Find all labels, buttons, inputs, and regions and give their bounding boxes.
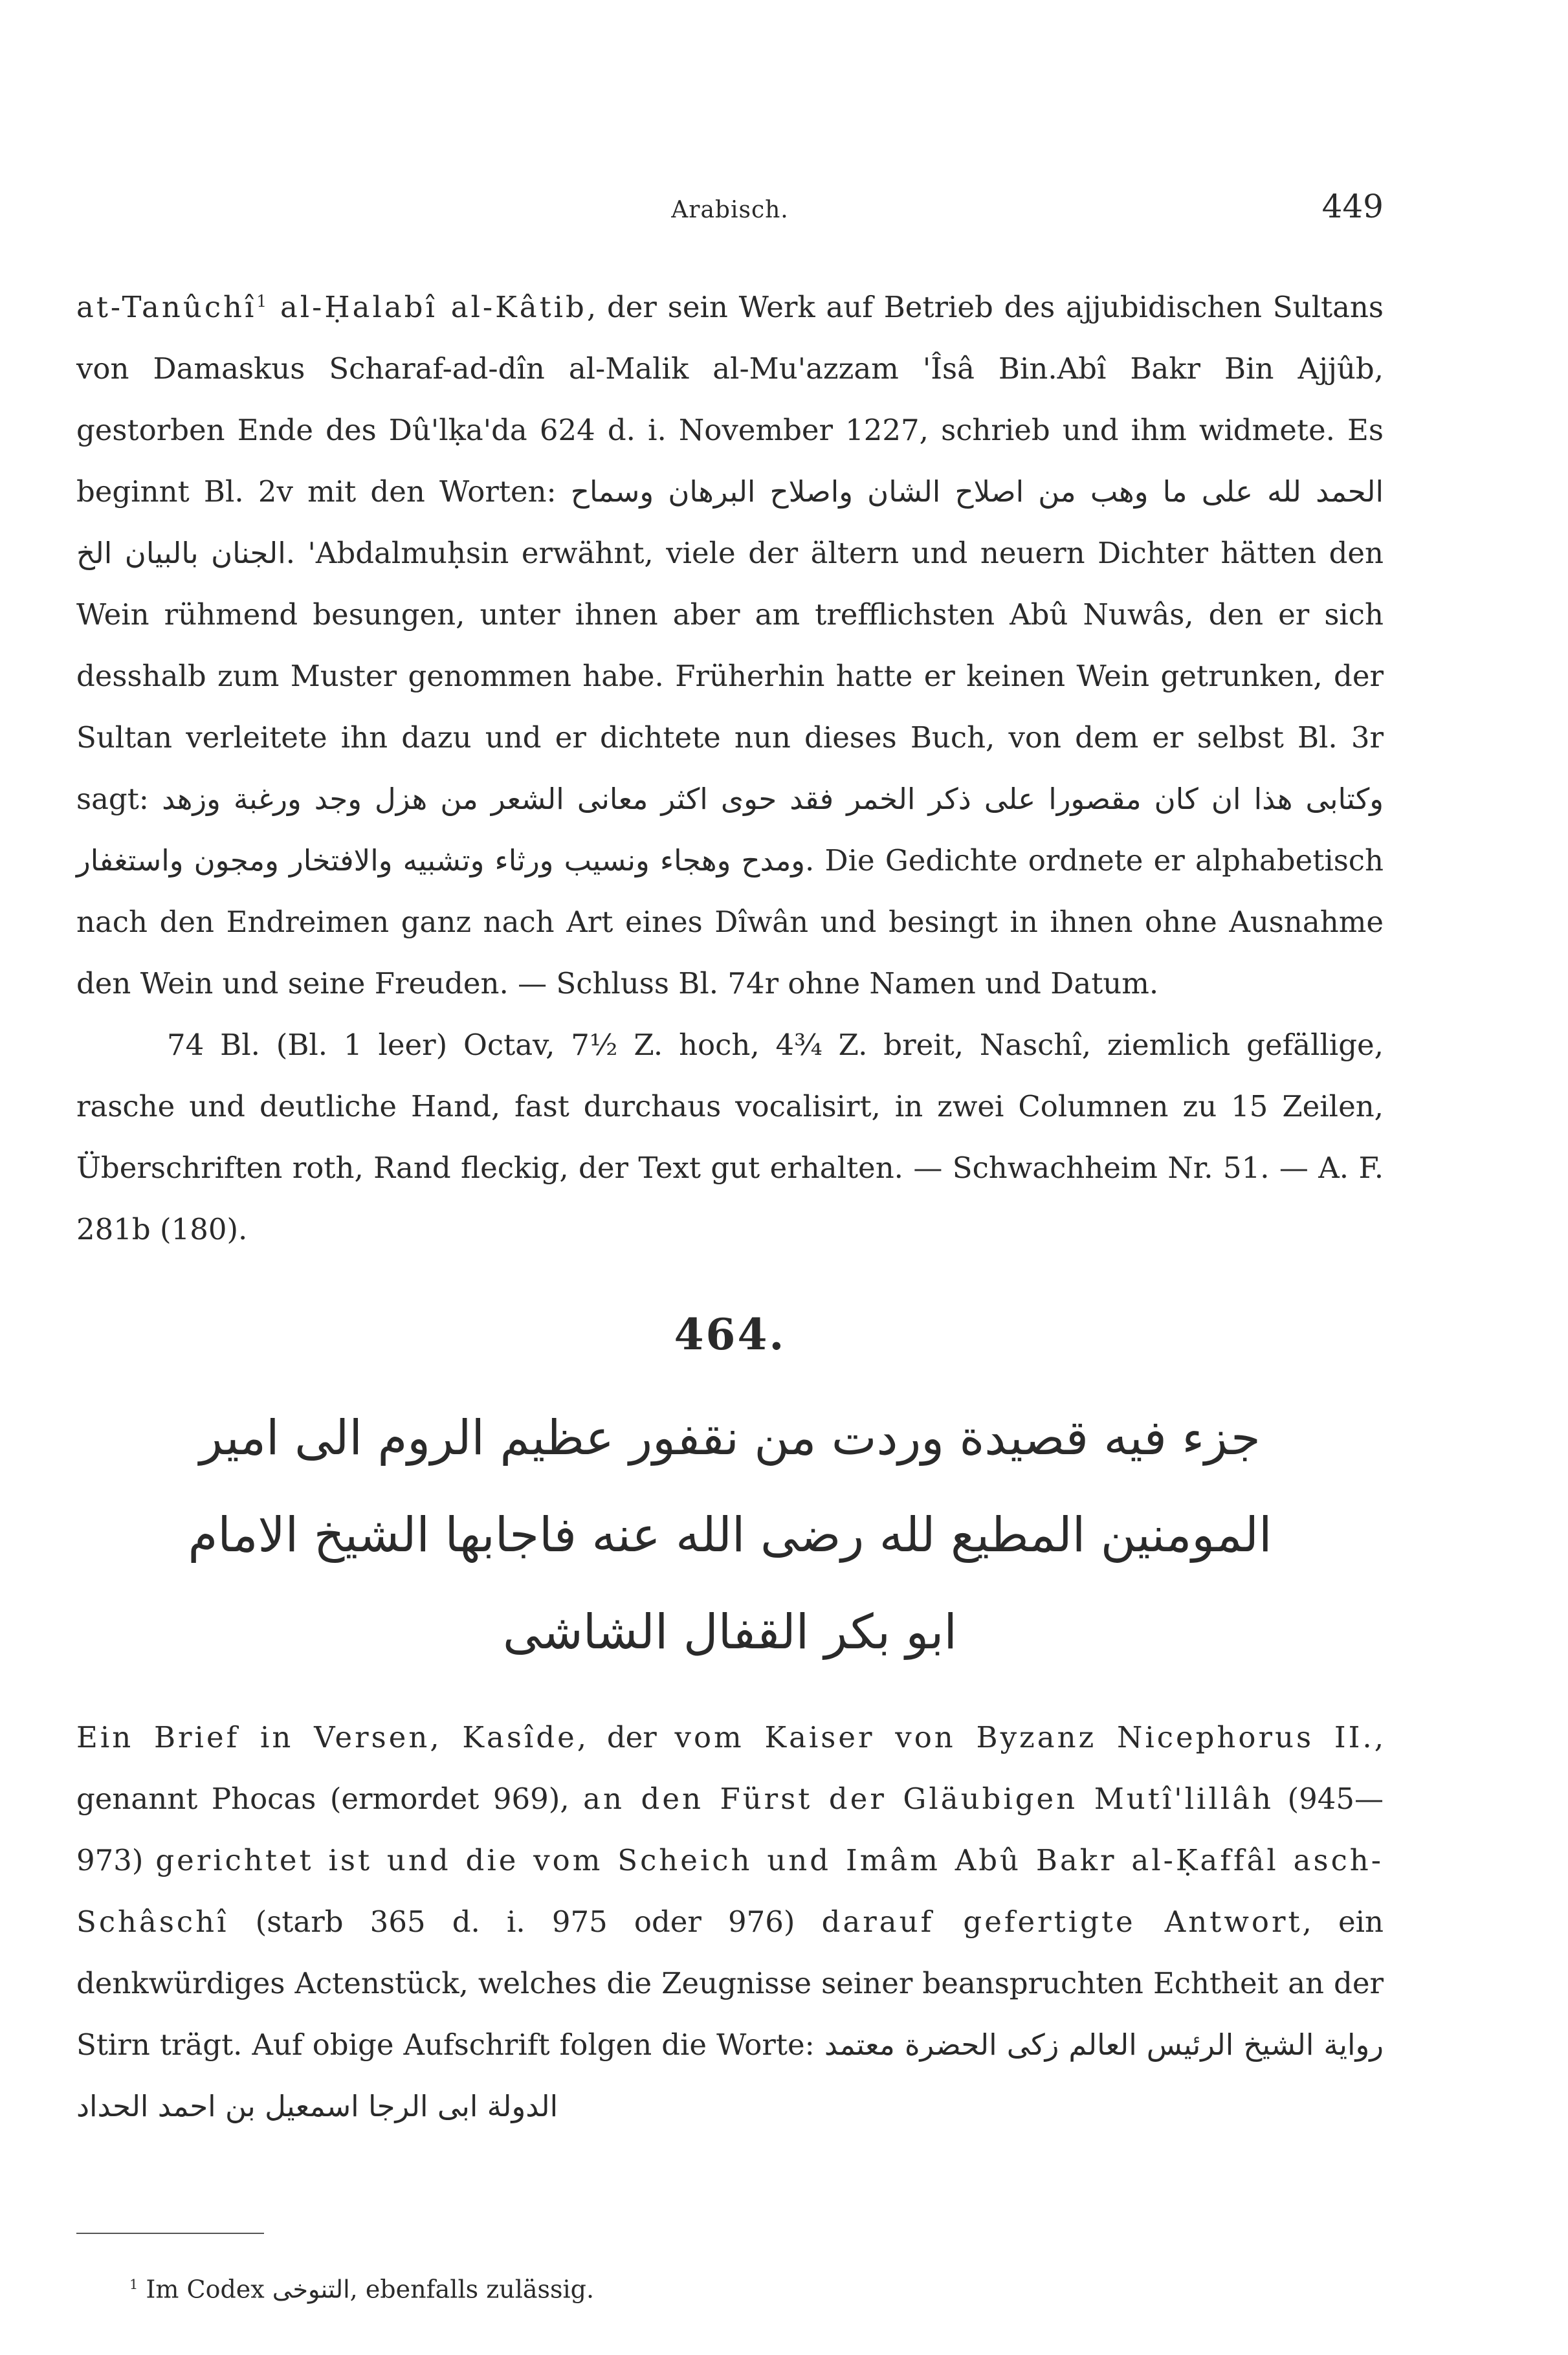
main-text [76, 271, 1384, 2137]
page-number: 449 [1321, 188, 1384, 225]
footnote-text: Im Codex [138, 2275, 272, 2304]
text-segment: , genannt Phocas (ermordet 969), [76, 1720, 1384, 1816]
arabic-title [76, 1389, 1384, 1681]
footnote [129, 2265, 594, 2309]
footnote-reference: 1 [256, 292, 267, 311]
entry-464-paragraph-1 [76, 1707, 1384, 2137]
spaced-text: Ein Brief in Versen, Kasîde, [76, 1720, 590, 1754]
running-head: Arabisch. [671, 197, 789, 223]
arabic-title-line-1: جزء فيه قصيدة وردت من نقفور عظيم الروم الى امير [199, 1410, 1261, 1466]
arabic-quote-riwaya: رواية الشيخ الرئيس العالم زكى الحضرة معتمد الدولة ابى الرجا اسمعيل بن احمد الحداد [76, 2028, 1384, 2123]
page-header [76, 188, 1384, 239]
footnote-divider [76, 2233, 264, 2234]
footnote-text: , ebenfalls zulässig. [349, 2275, 595, 2304]
author-name-part2: al-Ḥalabî al-Kâtib [267, 290, 587, 324]
text-segment: der [589, 1720, 675, 1754]
spaced-text: darauf gefertigte Antwort [821, 1905, 1303, 1939]
entry-463-paragraph-1 [76, 271, 1384, 1014]
text-segment: . 'Abdalmuḥsin erwähnt, viele der ältern und neuern Dichter hätten den Wein rühmend besungen, unter ihnen aber am trefflichsten Abû Nuwâs, den er sich desshalb zum Muster genommen habe. Früherhin hatte er keinen Wein getrunken, der Sultan verleitete ihn dazu und er dichtete nun dieses Buch, von dem er selbst Bl. 3r sagt: [76, 536, 1384, 816]
footnote-marker: 1 [129, 2277, 138, 2292]
arabic-title-line-2: المومنين المطيع لله رضى الله عنه فاجابها الشيخ الامام [188, 1507, 1272, 1563]
text-segment: (starb 365 d. i. 975 oder 976) [228, 1905, 822, 1939]
text-segment: (945—973) [76, 1782, 1384, 1877]
author-name-part1: at-Tanûchî [76, 290, 257, 324]
entry-463-description: 74 Bl. (Bl. 1 leer) Octav, 7½ Z. hoch, 4¾ Z. breit, Naschî, ziemlich gefällige, rasche und deutliche Hand, fast durchaus vocalisirt, in zwei Columnen zu 15 Zeilen, Überschriften roth, Rand fleckig, der Text gut erhalten. — Schwachheim Nr. 51. — A. F. 281b (180). [76, 1028, 1384, 1246]
spaced-text: vom Kaiser von Byzanz Nicephorus II. [674, 1720, 1375, 1754]
spaced-text: gerichtet ist und die vom Scheich und Imâm Abû Bakr al-Ḳaffâl asch-Schâschî [76, 1843, 1384, 1939]
arabic-quote-incipit: الحمد لله على ما وهب من اصلاح الشان واصلاح البرهان وسماح الجنان بالبيان الخ [76, 474, 1384, 570]
text-segment: , ein denkwürdiges Actenstück, welches die Zeugnisse seiner beanspruchten Echtheit an der Stirn trägt. Auf obige Aufschrift folgen die Worte: [76, 1905, 1384, 2062]
arabic-title-line-3: ابو بكر القفال الشاشى [503, 1604, 957, 1660]
spaced-text: an den Fürst der Gläubigen Mutî'lillâh [583, 1782, 1274, 1816]
entry-number: 464. [674, 1309, 786, 1360]
text-segment: . Die Gedichte ordnete er alphabetisch nach den Endreimen ganz nach Art eines Dîwân und besingt in ihnen ohne Ausnahme den Wein und seine Freuden. — Schluss Bl. 74r ohne Namen und Datum. [76, 843, 1384, 1001]
footnote-arabic: التنوخى [272, 2275, 350, 2304]
arabic-quote-verse: وكتابى هذا ان كان مقصورا على ذكر الخمر فقد حوى اكثر معانى الشعر من هزل وجد ورغبة وزهد ومدح وهجاء ونسيب ورثاء وتشبيه والافتخار ومجون واستغفار [76, 782, 1384, 878]
text-segment: , der sein Werk auf Betrieb des ajjubidischen Sultans von Damaskus Scharaf-ad-dîn al-Malik al-Mu'azzam 'Îsâ Bin.Abî Bakr Bin Ajjûb, gestorben Ende des Dû'lḳa'da 624 d. i. November 1227, schrieb und ihm widmete. Es beginnt Bl. 2v mit den Worten: [76, 290, 1384, 509]
